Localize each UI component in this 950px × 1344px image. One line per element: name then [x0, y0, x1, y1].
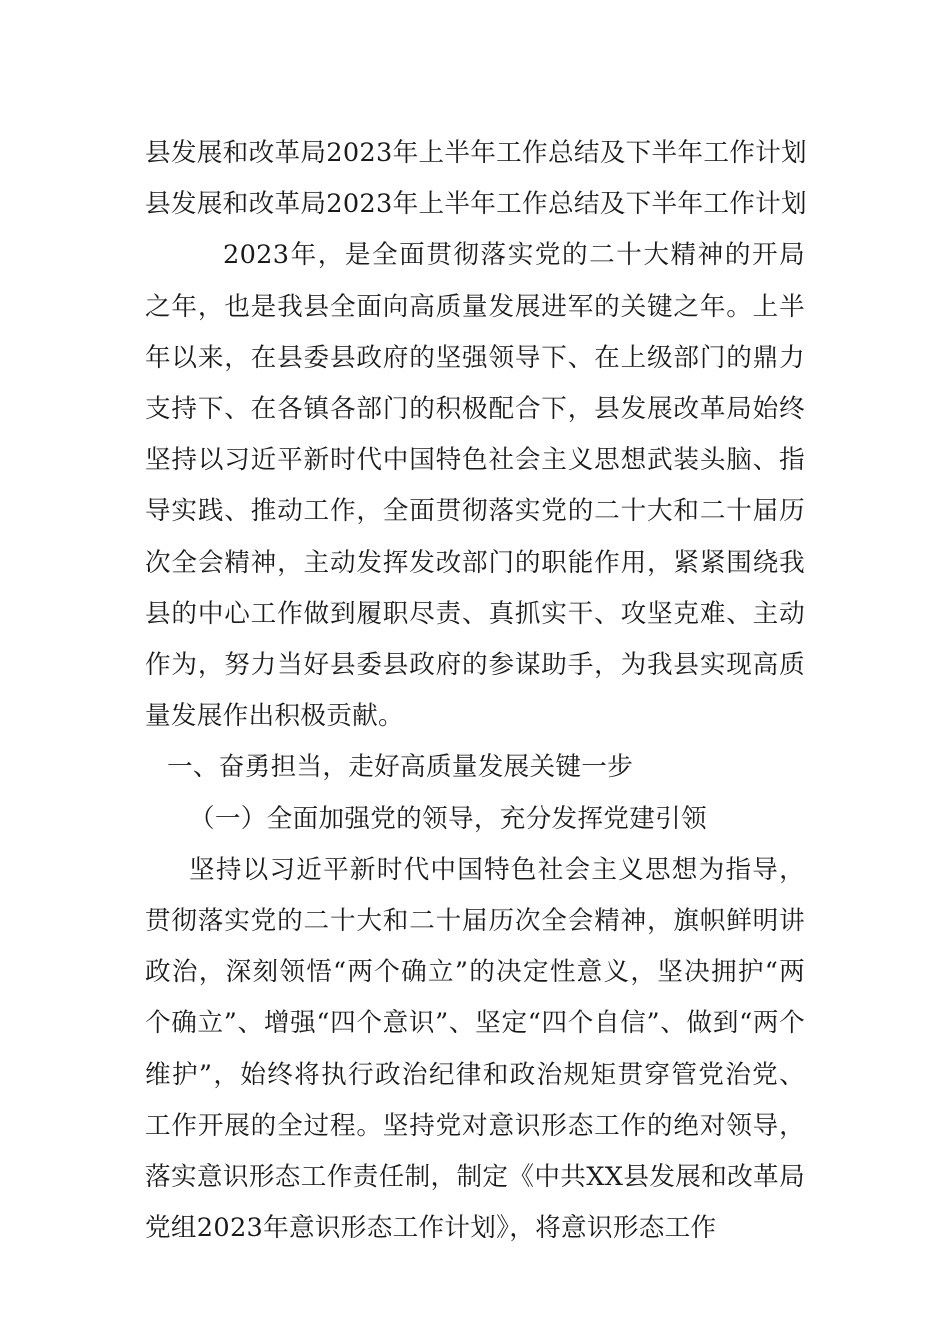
section-heading: 一、奋勇担当，走好高质量发展关键一步	[167, 752, 634, 783]
document-body	[145, 128, 805, 1254]
document-title-repeat: 县发展和改革局2023年上半年工作总结及下半年工作计划	[145, 189, 807, 220]
subsection-heading: （一）全面加强党的领导，充分发挥党建引领	[189, 803, 707, 834]
body-paragraph: 坚持以习近平新时代中国特色社会主义思想为指导，贯彻落实党的二十大和二十届历次全会精神，旗帜鲜明讲政治，深刻领悟“两个确立”的决定性意义，坚决拥护“两个确立”、增强“四个意识”、坚定“四个自信”、做到“两个维护”，始终将执行政治纪律和政治规矩贯穿管党治党、工作开展的全过程。坚持党对意识形态工作的绝对领导，落实意识形态工作责任制，制定《中共XX县发展和改革局党组2023年意识形态工作计划》，将意识形态工作	[145, 854, 805, 1244]
document-title: 县发展和改革局2023年上半年工作总结及下半年工作计划	[145, 138, 807, 168]
intro-paragraph: 2023年，是全面贯彻落实党的二十大精神的开局之年，也是我县全面向高质量发展进军的关键之年。上半年以来，在县委县政府的坚强领导下、在上级部门的鼎力支持下、在各镇各部门的积极配合下，县发展改革局始终坚持以习近平新时代中国特色社会主义思想武装头脑、指导实践、推动工作，全面贯彻落实党的二十大和二十届历次全会精神，主动发挥发改部门的职能作用，紧紧围绕我县的中心工作做到履职尽责、真抓实干、攻坚克难、主动作为，努力当好县委县政府的参谋助手，为我县实现高质量发展作出积极贡献。	[145, 240, 805, 732]
